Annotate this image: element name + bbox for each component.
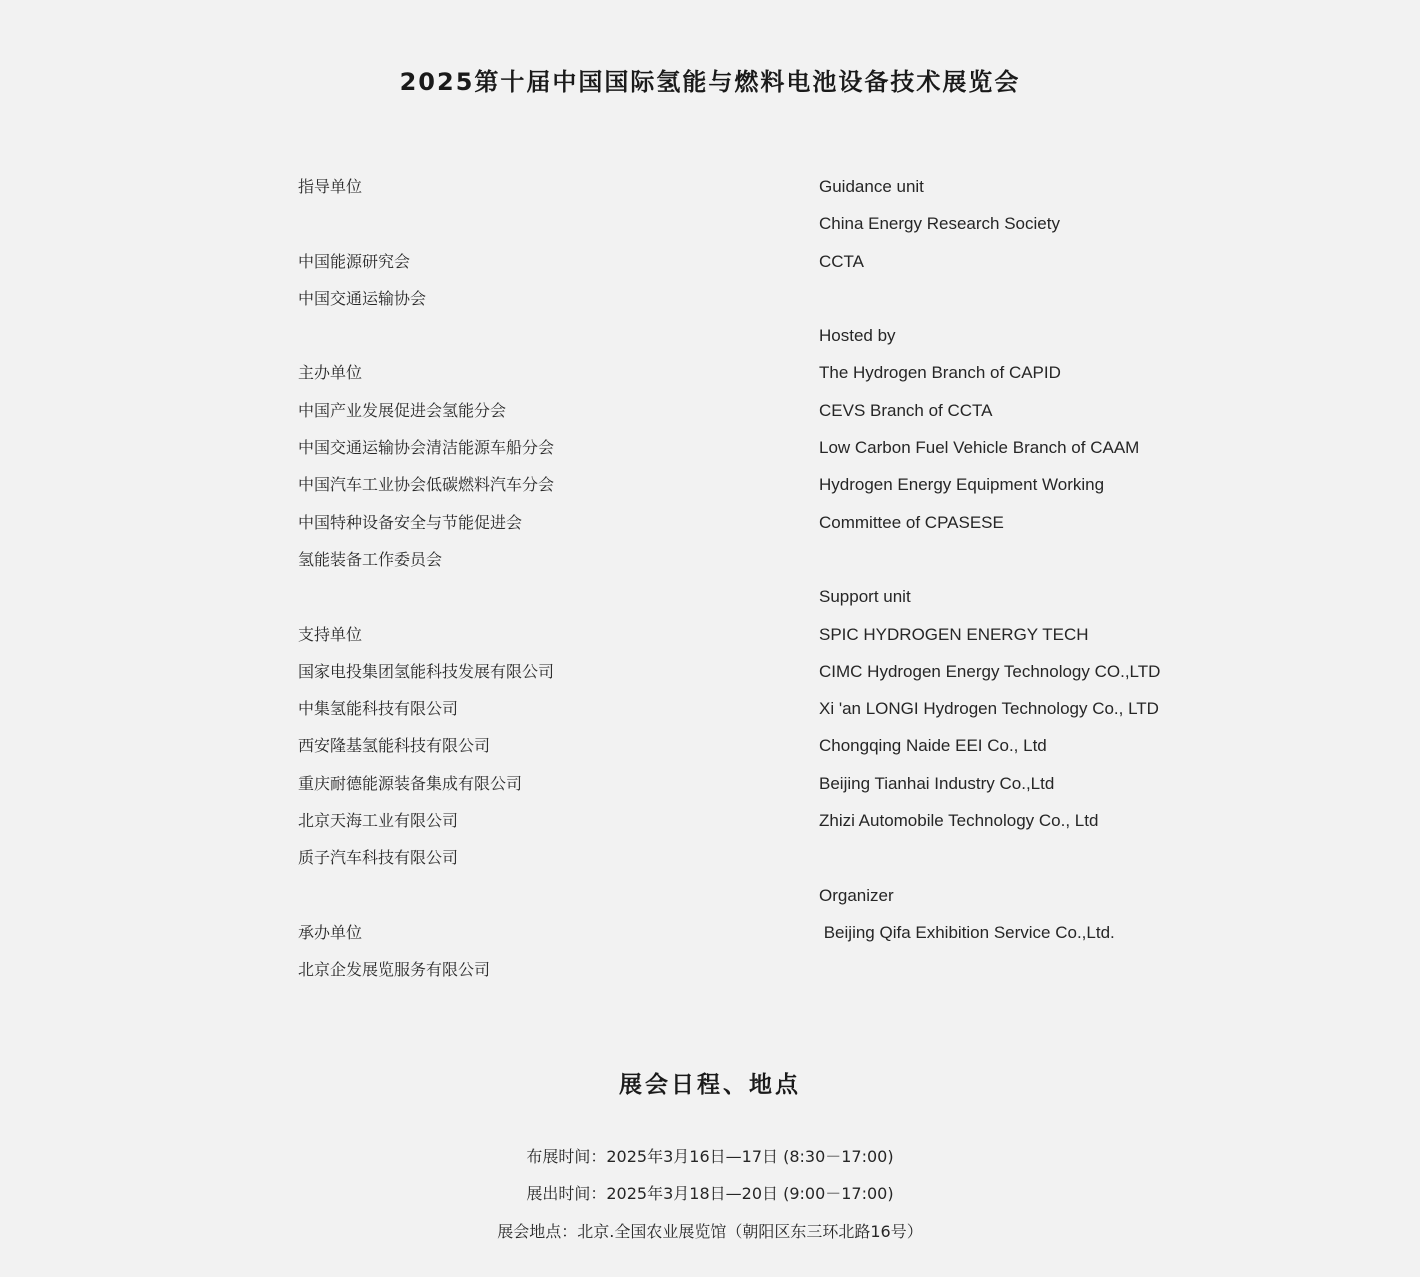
cn-list-item: 中国交通运输协会 bbox=[298, 288, 427, 308]
cn-blank bbox=[298, 580, 554, 617]
cn-list-item: 北京企发展览服务有限公司 bbox=[298, 960, 491, 980]
en-list-item: Xi 'an LONGI Hydrogen Technology Co., LTD bbox=[819, 699, 1159, 719]
cn-heading-support: 支持单位 bbox=[298, 624, 363, 644]
en-list-item: Chongqing Naide EEI Co., Ltd bbox=[819, 736, 1047, 756]
schedule-title: 展会日程、地点 bbox=[619, 1072, 801, 1098]
cn-list-item: 北京天海工业有限公司 bbox=[298, 811, 459, 831]
en-list-item: SPIC HYDROGEN ENERGY TECH bbox=[819, 624, 1089, 644]
cn-list-item: 中国汽车工业协会低碳燃料汽车分会 bbox=[298, 475, 555, 495]
cn-list-item: 中国能源研究会 bbox=[298, 251, 411, 271]
cn-list-item: 质子汽车科技有限公司 bbox=[298, 848, 459, 868]
cn-list-item: 中国产业发展促进会氢能分会 bbox=[298, 400, 507, 420]
en-list-item: Beijing Qifa Exhibition Service Co.,Ltd. bbox=[819, 922, 1115, 942]
en-blank bbox=[819, 841, 1160, 878]
cn-list-item: 西安隆基氢能科技有限公司 bbox=[298, 736, 491, 756]
en-heading-host: Hosted by bbox=[819, 326, 896, 346]
show-time: 展出时间：2025年3月18日—20日 (9:00－17:00) bbox=[526, 1184, 894, 1204]
en-list-item: Low Carbon Fuel Vehicle Branch of CAAM bbox=[819, 438, 1140, 458]
cn-heading-host: 主办单位 bbox=[298, 363, 363, 383]
en-heading-guidance: Guidance unit bbox=[819, 177, 924, 196]
cn-list-item: 中国特种设备安全与节能促进会 bbox=[298, 512, 523, 532]
cn-heading-organizer: 承办单位 bbox=[298, 922, 363, 942]
schedule-list bbox=[0, 1140, 1420, 1252]
cn-list-item: 国家电投集团氢能科技发展有限公司 bbox=[298, 661, 555, 681]
en-list-item: CIMC Hydrogen Energy Technology CO.,LTD bbox=[819, 661, 1161, 681]
cn-blank bbox=[298, 319, 554, 356]
organizers-cn-list bbox=[298, 170, 554, 991]
organizers-en-list bbox=[819, 170, 1160, 953]
setup-time: 布展时间：2025年3月16日—17日 (8:30－17:00) bbox=[526, 1147, 894, 1166]
cn-blank bbox=[298, 207, 554, 244]
en-blank bbox=[819, 543, 1160, 580]
en-blank bbox=[819, 282, 1160, 319]
en-list-item: Zhizi Automobile Technology Co., Ltd bbox=[819, 811, 1099, 831]
page-title: 2025第十届中国国际氢能与燃料电池设备技术展览会 bbox=[399, 68, 1021, 96]
cn-heading-guidance: 指导单位 bbox=[298, 177, 363, 196]
en-heading-support: Support unit bbox=[819, 587, 911, 607]
en-list-item: China Energy Research Society bbox=[819, 214, 1060, 234]
en-list-item: Beijing Tianhai Industry Co.,Ltd bbox=[819, 773, 1055, 793]
cn-list-item: 中集氢能科技有限公司 bbox=[298, 699, 459, 719]
venue: 展会地点：北京.全国农业展览馆（朝阳区东三环北路16号） bbox=[497, 1221, 923, 1241]
en-heading-organizer: Organizer bbox=[819, 885, 894, 905]
cn-blank bbox=[298, 879, 554, 916]
en-list-item: CCTA bbox=[819, 251, 865, 271]
en-list-item: CEVS Branch of CCTA bbox=[819, 400, 993, 420]
en-list-item: Hydrogen Energy Equipment Working bbox=[819, 475, 1105, 495]
cn-list-item: 氢能装备工作委员会 bbox=[298, 549, 443, 569]
en-list-item: Committee of CPASESE bbox=[819, 512, 1004, 532]
en-list-item: The Hydrogen Branch of CAPID bbox=[819, 363, 1061, 383]
cn-list-item: 中国交通运输协会清洁能源车船分会 bbox=[298, 438, 555, 458]
cn-list-item: 重庆耐德能源装备集成有限公司 bbox=[298, 773, 523, 793]
